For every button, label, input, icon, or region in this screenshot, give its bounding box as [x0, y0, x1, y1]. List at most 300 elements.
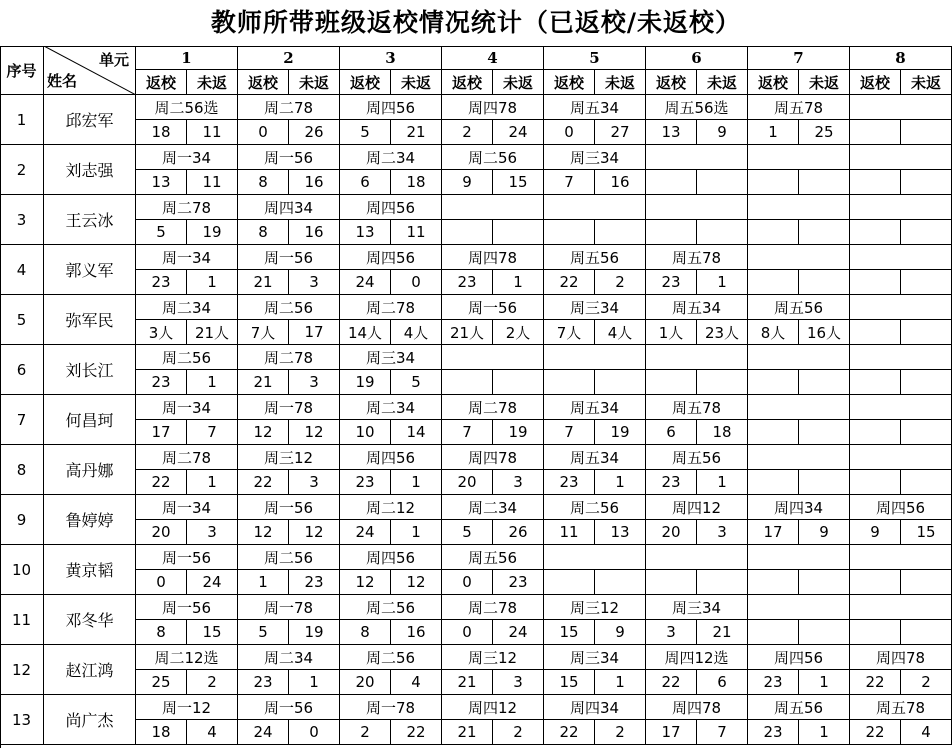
returned-count: 8	[238, 170, 289, 195]
class-period: 周二56	[136, 345, 238, 370]
not-returned-count: 22	[391, 720, 442, 745]
returned-count	[850, 170, 901, 195]
unit-header: 2	[238, 46, 340, 70]
teacher-name: 邓冬华	[44, 595, 136, 645]
class-period: 周四78	[850, 645, 952, 670]
class-period: 周二78	[340, 295, 442, 320]
class-period	[544, 195, 646, 220]
class-period: 周一78	[340, 695, 442, 720]
not-returned-count	[901, 420, 952, 445]
not-returned-header: 未返	[187, 70, 238, 95]
returned-count: 21	[238, 270, 289, 295]
class-period: 周五78	[850, 695, 952, 720]
class-period: 周二56	[544, 495, 646, 520]
returned-count: 17	[136, 420, 187, 445]
not-returned-count: 18	[391, 170, 442, 195]
class-period: 周二56	[340, 595, 442, 620]
row-seq: 3	[0, 195, 44, 245]
not-returned-count: 0	[391, 270, 442, 295]
class-period	[748, 245, 850, 270]
not-returned-count	[595, 220, 646, 245]
not-returned-count: 12	[289, 520, 340, 545]
returned-count: 7人	[238, 320, 289, 345]
seq-header: 序号	[0, 46, 44, 95]
class-period: 周一12	[136, 695, 238, 720]
not-returned-count: 3	[697, 520, 748, 545]
class-period: 周四12	[646, 495, 748, 520]
not-returned-count	[901, 470, 952, 495]
not-returned-count	[799, 470, 850, 495]
unit-header: 3	[340, 46, 442, 70]
not-returned-count: 7	[187, 420, 238, 445]
returned-count	[850, 570, 901, 595]
class-period: 周三34	[340, 345, 442, 370]
not-returned-count	[901, 220, 952, 245]
class-period: 周二34	[238, 645, 340, 670]
class-period	[544, 345, 646, 370]
returned-count: 23	[442, 270, 493, 295]
class-period: 周五78	[748, 95, 850, 120]
unit-header: 7	[748, 46, 850, 70]
returned-count: 6	[340, 170, 391, 195]
not-returned-count	[901, 270, 952, 295]
class-period: 周二34	[136, 295, 238, 320]
not-returned-count: 6	[697, 670, 748, 695]
class-period	[748, 445, 850, 470]
not-returned-count: 16	[595, 170, 646, 195]
not-returned-count: 27	[595, 120, 646, 145]
unit-axis-label: 单元	[98, 51, 129, 69]
class-period: 周二78	[238, 345, 340, 370]
returned-count: 7	[544, 170, 595, 195]
not-returned-count	[595, 570, 646, 595]
teacher-name: 赵江鸿	[44, 645, 136, 695]
class-period: 周一56	[136, 545, 238, 570]
returned-header: 返校	[748, 70, 799, 95]
not-returned-header: 未返	[289, 70, 340, 95]
class-period: 周二56	[238, 295, 340, 320]
returned-count	[850, 470, 901, 495]
not-returned-count	[697, 370, 748, 395]
class-period: 周五56	[748, 695, 850, 720]
returned-count: 20	[340, 670, 391, 695]
returned-count: 24	[238, 720, 289, 745]
returned-count: 8	[136, 620, 187, 645]
not-returned-count	[901, 170, 952, 195]
class-period: 周二56选	[136, 95, 238, 120]
teacher-name: 尚广杰	[44, 695, 136, 745]
not-returned-count: 3	[187, 520, 238, 545]
class-period: 周四56	[340, 245, 442, 270]
not-returned-count: 9	[799, 520, 850, 545]
row-seq: 7	[0, 395, 44, 445]
class-period	[748, 345, 850, 370]
returned-count: 17	[748, 520, 799, 545]
not-returned-count: 1	[799, 720, 850, 745]
class-period: 周四56	[850, 495, 952, 520]
returned-count: 0	[442, 620, 493, 645]
returned-count: 24	[340, 270, 391, 295]
returned-header: 返校	[544, 70, 595, 95]
class-period: 周三12	[238, 445, 340, 470]
unit-header: 5	[544, 46, 646, 70]
returned-count: 23	[748, 670, 799, 695]
not-returned-count: 1	[595, 470, 646, 495]
class-period	[646, 145, 748, 170]
class-period	[646, 345, 748, 370]
returned-count: 1	[238, 570, 289, 595]
returned-count	[544, 570, 595, 595]
class-period: 周五56	[442, 545, 544, 570]
returned-count: 25	[136, 670, 187, 695]
returned-count	[544, 370, 595, 395]
returned-count	[850, 220, 901, 245]
not-returned-header: 未返	[595, 70, 646, 95]
not-returned-header: 未返	[493, 70, 544, 95]
not-returned-count: 12	[289, 420, 340, 445]
row-seq: 4	[0, 245, 44, 295]
returned-count: 22	[238, 470, 289, 495]
returned-count: 5	[136, 220, 187, 245]
class-period: 周四78	[442, 95, 544, 120]
not-returned-count: 1	[187, 270, 238, 295]
class-period	[850, 145, 952, 170]
class-period	[442, 195, 544, 220]
unit-header: 1	[136, 46, 238, 70]
returned-count	[850, 270, 901, 295]
not-returned-count: 2	[187, 670, 238, 695]
not-returned-count: 1	[391, 520, 442, 545]
returned-count: 21人	[442, 320, 493, 345]
not-returned-count: 9	[595, 620, 646, 645]
returned-count: 22	[850, 720, 901, 745]
class-period: 周二56	[238, 545, 340, 570]
class-period	[850, 445, 952, 470]
not-returned-count: 11	[187, 170, 238, 195]
class-period: 周三12	[544, 595, 646, 620]
returned-header: 返校	[442, 70, 493, 95]
returned-count: 9	[850, 520, 901, 545]
class-period: 周二34	[340, 395, 442, 420]
row-seq: 10	[0, 545, 44, 595]
row-seq: 13	[0, 695, 44, 745]
class-period: 周一56	[238, 695, 340, 720]
not-returned-count	[901, 320, 952, 345]
teacher-name: 刘长江	[44, 345, 136, 395]
not-returned-header: 未返	[901, 70, 952, 95]
class-period: 周一34	[136, 145, 238, 170]
not-returned-count: 1	[697, 470, 748, 495]
class-period: 周五34	[544, 445, 646, 470]
class-period: 周一56	[238, 245, 340, 270]
class-period	[850, 595, 952, 620]
class-period	[748, 395, 850, 420]
not-returned-count: 5	[391, 370, 442, 395]
returned-count: 15	[544, 670, 595, 695]
class-period	[850, 395, 952, 420]
not-returned-count: 19	[595, 420, 646, 445]
returned-count	[646, 570, 697, 595]
row-seq: 9	[0, 495, 44, 545]
class-period: 周五56选	[646, 95, 748, 120]
returned-count: 19	[340, 370, 391, 395]
returned-count: 23	[238, 670, 289, 695]
returned-count: 23	[646, 270, 697, 295]
not-returned-count: 19	[289, 620, 340, 645]
row-seq: 12	[0, 645, 44, 695]
class-period: 周五78	[646, 245, 748, 270]
not-returned-count: 4	[391, 670, 442, 695]
returned-header: 返校	[340, 70, 391, 95]
class-period: 周五78	[646, 395, 748, 420]
returned-count: 13	[136, 170, 187, 195]
class-period: 周二78	[442, 395, 544, 420]
not-returned-count	[901, 370, 952, 395]
class-period: 周三34	[544, 145, 646, 170]
class-period: 周四34	[238, 195, 340, 220]
returned-count	[442, 220, 493, 245]
class-period	[850, 545, 952, 570]
not-returned-count: 23	[289, 570, 340, 595]
class-period	[748, 145, 850, 170]
returned-count: 8人	[748, 320, 799, 345]
teacher-name: 弥军民	[44, 295, 136, 345]
returned-count: 1	[748, 120, 799, 145]
not-returned-count: 3	[493, 470, 544, 495]
class-period: 周四56	[340, 445, 442, 470]
class-period: 周二34	[442, 495, 544, 520]
unit-header: 8	[850, 46, 952, 70]
class-period	[850, 95, 952, 120]
returned-count	[748, 170, 799, 195]
returned-count: 2	[442, 120, 493, 145]
row-seq: 8	[0, 445, 44, 495]
row-seq: 5	[0, 295, 44, 345]
class-period: 周五56	[646, 445, 748, 470]
returned-count: 3人	[136, 320, 187, 345]
not-returned-count: 24	[493, 620, 544, 645]
not-returned-count: 11	[391, 220, 442, 245]
returned-count: 22	[544, 720, 595, 745]
class-period: 周四34	[544, 695, 646, 720]
class-period: 周四78	[442, 245, 544, 270]
returned-count: 12	[238, 520, 289, 545]
class-period: 周一34	[136, 395, 238, 420]
class-period: 周二56	[442, 145, 544, 170]
not-returned-count: 1	[187, 370, 238, 395]
returned-count: 0	[238, 120, 289, 145]
returned-count: 23	[136, 370, 187, 395]
returned-count: 1人	[646, 320, 697, 345]
not-returned-count	[901, 620, 952, 645]
not-returned-count	[799, 570, 850, 595]
returned-count: 22	[136, 470, 187, 495]
class-period: 周一56	[238, 145, 340, 170]
not-returned-count: 7	[697, 720, 748, 745]
returned-count: 0	[136, 570, 187, 595]
not-returned-count: 2	[901, 670, 952, 695]
returned-count: 22	[646, 670, 697, 695]
returned-count: 17	[646, 720, 697, 745]
class-period: 周五56	[544, 245, 646, 270]
returned-count: 22	[850, 670, 901, 695]
class-period: 周二56	[340, 645, 442, 670]
returned-count: 8	[340, 620, 391, 645]
returned-count: 7	[442, 420, 493, 445]
not-returned-count: 2	[493, 720, 544, 745]
not-returned-count: 16	[391, 620, 442, 645]
class-period: 周四12选	[646, 645, 748, 670]
returned-count: 14人	[340, 320, 391, 345]
not-returned-count: 11	[187, 120, 238, 145]
returned-count: 6	[646, 420, 697, 445]
not-returned-count	[595, 370, 646, 395]
returned-count	[748, 370, 799, 395]
not-returned-count: 4	[901, 720, 952, 745]
not-returned-count: 24	[187, 570, 238, 595]
not-returned-count	[799, 220, 850, 245]
class-period	[442, 345, 544, 370]
not-returned-count: 2	[595, 270, 646, 295]
returned-count: 21	[442, 670, 493, 695]
teacher-name: 刘志强	[44, 145, 136, 195]
class-period: 周二78	[442, 595, 544, 620]
not-returned-count: 23人	[697, 320, 748, 345]
class-period: 周四78	[442, 445, 544, 470]
returned-count: 23	[136, 270, 187, 295]
corner-header-cell	[44, 46, 136, 95]
not-returned-count: 4	[187, 720, 238, 745]
not-returned-count: 4人	[595, 320, 646, 345]
not-returned-count	[799, 620, 850, 645]
not-returned-count: 15	[901, 520, 952, 545]
not-returned-count	[799, 370, 850, 395]
returned-count	[646, 220, 697, 245]
returned-count: 2	[340, 720, 391, 745]
unit-header: 6	[646, 46, 748, 70]
class-period: 周五56	[748, 295, 850, 320]
returned-count: 13	[646, 120, 697, 145]
not-returned-count	[799, 170, 850, 195]
class-period	[850, 195, 952, 220]
class-period: 周二78	[238, 95, 340, 120]
class-period: 周四56	[340, 95, 442, 120]
class-period: 周五34	[544, 95, 646, 120]
not-returned-count	[799, 420, 850, 445]
not-returned-count: 2人	[493, 320, 544, 345]
teacher-name: 鲁婷婷	[44, 495, 136, 545]
returned-count	[748, 620, 799, 645]
returned-count	[748, 420, 799, 445]
returned-count: 24	[340, 520, 391, 545]
not-returned-count: 15	[187, 620, 238, 645]
returned-count	[850, 320, 901, 345]
not-returned-count: 26	[289, 120, 340, 145]
class-period: 周四12	[442, 695, 544, 720]
not-returned-count: 1	[595, 670, 646, 695]
class-period	[850, 295, 952, 320]
class-period	[544, 545, 646, 570]
class-period: 周二12	[340, 495, 442, 520]
not-returned-count: 3	[289, 470, 340, 495]
returned-count: 21	[238, 370, 289, 395]
returned-count: 3	[646, 620, 697, 645]
returned-count: 8	[238, 220, 289, 245]
not-returned-count: 2	[595, 720, 646, 745]
class-period: 周三12	[442, 645, 544, 670]
teacher-name: 邱宏军	[44, 95, 136, 145]
class-period	[748, 545, 850, 570]
not-returned-count	[493, 220, 544, 245]
returned-count: 21	[442, 720, 493, 745]
returned-header: 返校	[850, 70, 901, 95]
not-returned-count: 16人	[799, 320, 850, 345]
not-returned-header: 未返	[697, 70, 748, 95]
class-period: 周一34	[136, 245, 238, 270]
row-seq: 2	[0, 145, 44, 195]
returned-count	[748, 570, 799, 595]
class-period: 周一78	[238, 395, 340, 420]
not-returned-count: 0	[289, 720, 340, 745]
returned-header: 返校	[238, 70, 289, 95]
returned-count	[646, 370, 697, 395]
class-period: 周二78	[136, 195, 238, 220]
not-returned-count: 1	[289, 670, 340, 695]
teacher-name: 高丹娜	[44, 445, 136, 495]
class-period: 周三34	[646, 595, 748, 620]
not-returned-count: 14	[391, 420, 442, 445]
class-period	[850, 345, 952, 370]
class-period	[748, 595, 850, 620]
returned-count: 5	[442, 520, 493, 545]
returned-count: 23	[340, 470, 391, 495]
not-returned-count	[901, 120, 952, 145]
returned-count: 0	[442, 570, 493, 595]
returned-count: 12	[238, 420, 289, 445]
unit-header: 4	[442, 46, 544, 70]
returned-count: 20	[136, 520, 187, 545]
not-returned-count: 13	[595, 520, 646, 545]
not-returned-count: 4人	[391, 320, 442, 345]
class-period: 周一56	[136, 595, 238, 620]
not-returned-count: 26	[493, 520, 544, 545]
not-returned-count: 24	[493, 120, 544, 145]
teacher-name: 黄京韬	[44, 545, 136, 595]
class-period	[646, 545, 748, 570]
not-returned-count: 18	[697, 420, 748, 445]
not-returned-count: 19	[187, 220, 238, 245]
row-seq: 6	[0, 345, 44, 395]
not-returned-count: 21	[697, 620, 748, 645]
returned-count: 23	[544, 470, 595, 495]
not-returned-count: 15	[493, 170, 544, 195]
not-returned-count: 3	[289, 270, 340, 295]
not-returned-count: 1	[493, 270, 544, 295]
returned-count: 7	[544, 420, 595, 445]
returned-count: 5	[238, 620, 289, 645]
returned-count: 10	[340, 420, 391, 445]
returned-count: 22	[544, 270, 595, 295]
class-period	[850, 245, 952, 270]
not-returned-count: 23	[493, 570, 544, 595]
returned-count: 23	[748, 720, 799, 745]
teacher-name: 郭义军	[44, 245, 136, 295]
returned-count: 20	[646, 520, 697, 545]
class-period: 周一56	[238, 495, 340, 520]
returned-count: 20	[442, 470, 493, 495]
returned-count	[850, 420, 901, 445]
class-period	[748, 195, 850, 220]
